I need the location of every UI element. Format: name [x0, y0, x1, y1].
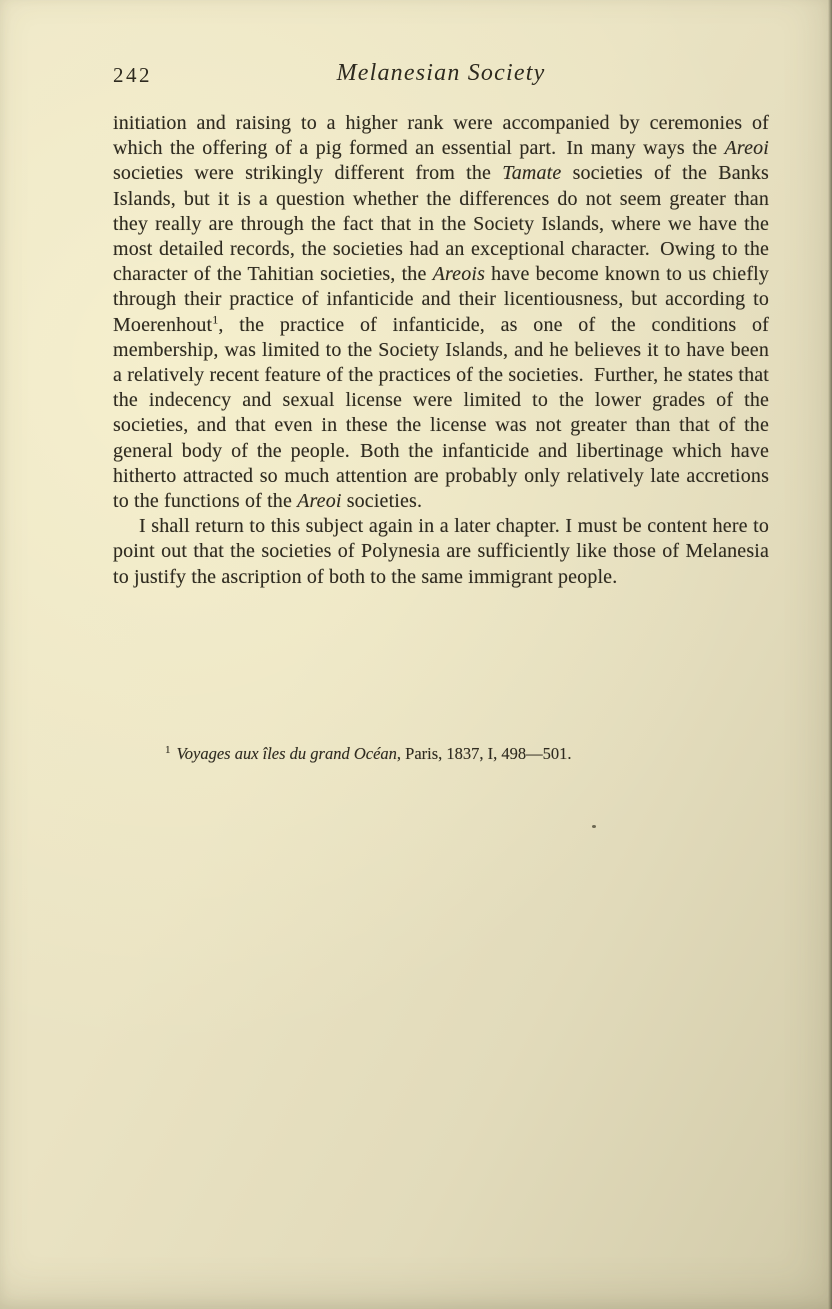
- text-run: , the practice of infanticide, as one of the conditions of membership, was limited to the Society Islands, and he believes it to have been a relatively recent feature of the practices of the societies. Further, he states that the indecency and sexual license were limited to the lower grades of the societies, and that even in these the license was not greater than that of the general body of the people. Both the infanticide and libertinage which have hitherto attracted so much attention are probably only relatively late accretions to the functions of the: [113, 313, 769, 513]
- page-header: [113, 60, 769, 92]
- text-run: societies of the Banks Islands, but it is a question whether the differences do not seem greater than they really are through the fact that in the Society Islands, where we have the most detailed records, the societies had an exceptional character. Owing to the character of the Tahitian societies, the: [113, 162, 769, 286]
- text-run: initiation and raising to a higher rank were accompanied by ceremonies of which the offering of a pig formed an essential part. In many ways the: [113, 112, 769, 160]
- paper-speck: [592, 825, 596, 828]
- footnote-text: [177, 744, 572, 763]
- italic-run: Areoi: [297, 490, 342, 513]
- page-number: 242: [113, 63, 152, 87]
- body-text: [113, 111, 769, 590]
- italic-run: Areois: [432, 263, 485, 286]
- text-run: societies were strikingly different from the: [113, 162, 503, 185]
- footnote-marker: 1: [165, 743, 171, 756]
- paragraph: [113, 514, 769, 590]
- text-run: I shall return to this subject again in a later chapter. I must be content here to point out that the societies of Polynesia are sufficiently like those of Melanesia to justify the ascription of both to the same immigrant people.: [113, 515, 769, 588]
- footnote: [113, 743, 769, 764]
- italic-run: Tamate: [502, 162, 562, 185]
- italic-run: Voyages aux îles du grand Océan: [176, 744, 397, 763]
- text-run: have become known to us chiefly through their practice of infanticide and their licentiousness, but according to Moerenhout: [113, 263, 769, 336]
- italic-run: Areoi: [724, 137, 769, 160]
- running-head-title: Melanesian Society: [336, 60, 546, 86]
- paragraph: [113, 111, 769, 514]
- text-run: societies.: [341, 490, 423, 513]
- footnote-reference: 1: [212, 311, 219, 326]
- text-run: , Paris, 1837, I, 498—501.: [396, 744, 572, 763]
